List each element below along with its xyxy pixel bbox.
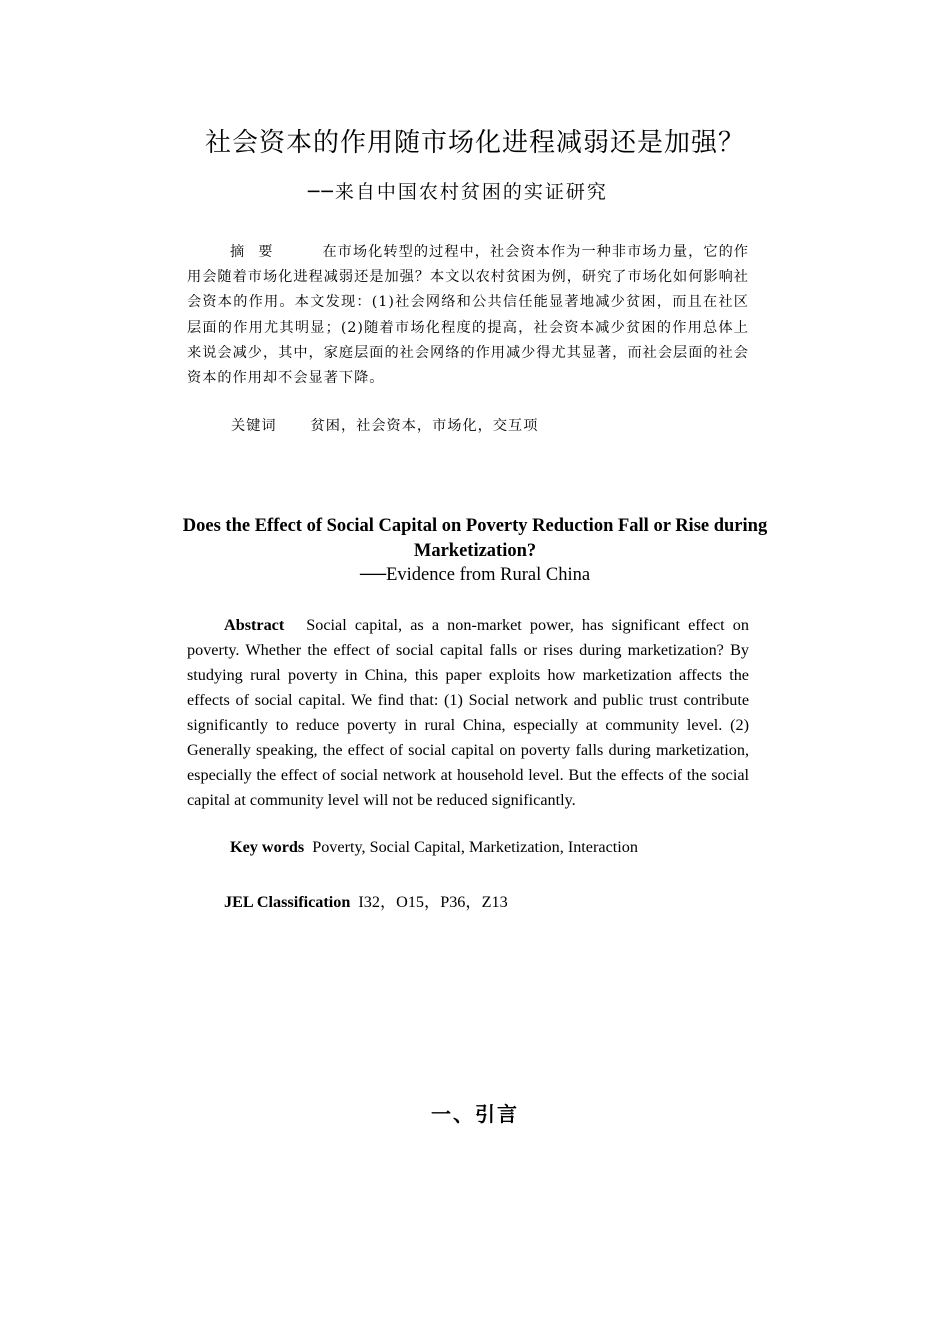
section-heading-introduction: 一、引言 [431, 1102, 519, 1126]
jel-classification [224, 888, 744, 912]
chinese-keywords-label: 关键词 [231, 418, 277, 434]
chinese-abstract [187, 240, 749, 391]
chinese-abstract-text: 在市场化转型的过程中，社会资本作为一种非市场力量，它的作用会随着市场化进程减弱还是加强？本文以农村贫困为例，研究了市场化如何影响社会资本的作用。本文发现：(1)社会网络和公共信任能显著地减少贫困，而且在社区层面的作用尤其明显；(2)随着市场化程度的提高，社会资本减少贫困的作用总体上来说会减少，其中，家庭层面的社会网络的作用减少得尤其显著，而社会层面的社会资本的作用却不会显著下降。 [187, 244, 749, 387]
jel-text: I32，O15，P36，Z13 [358, 893, 508, 911]
english-keywords-text: Poverty, Social Capital, Marketization, Interaction [312, 838, 638, 856]
jel-label: JEL Classification [224, 893, 351, 911]
english-keywords [230, 838, 750, 857]
chinese-title: 社会资本的作用随市场化进程减弱还是加强？ [204, 128, 745, 158]
english-title: Does the Effect of Social Capital on Poverty Reduction Fall or Rise during Marketization? [182, 516, 768, 561]
english-abstract-text: Social capital, as a non-market power, has significant effect on poverty. Whether the effect of social capital falls or rises during marketization? By studying rural poverty in China, this paper exploits how marketization affects the effects of social capital. We find that: (1) Social network and public trust contribute significantly to reduce poverty in rural China, especially at community level. (2) Generally speaking, the effect of social capital on poverty falls during marketization, especially the effect of social network at household level. But the effects of the social capital at community level will not be reduced significantly. [187, 616, 749, 809]
english-keywords-label: Key words [230, 838, 305, 856]
chinese-keywords [231, 415, 751, 435]
english-abstract-label: Abstract [224, 616, 285, 634]
english-subtitle: ──Evidence from Rural China [359, 565, 591, 585]
english-abstract [187, 613, 749, 813]
chinese-abstract-label: 摘要 [230, 244, 287, 260]
chinese-subtitle: ──来自中国农村贫困的实证研究 [308, 181, 608, 203]
chinese-keywords-text: 贫困，社会资本，市场化，交互项 [310, 418, 539, 434]
